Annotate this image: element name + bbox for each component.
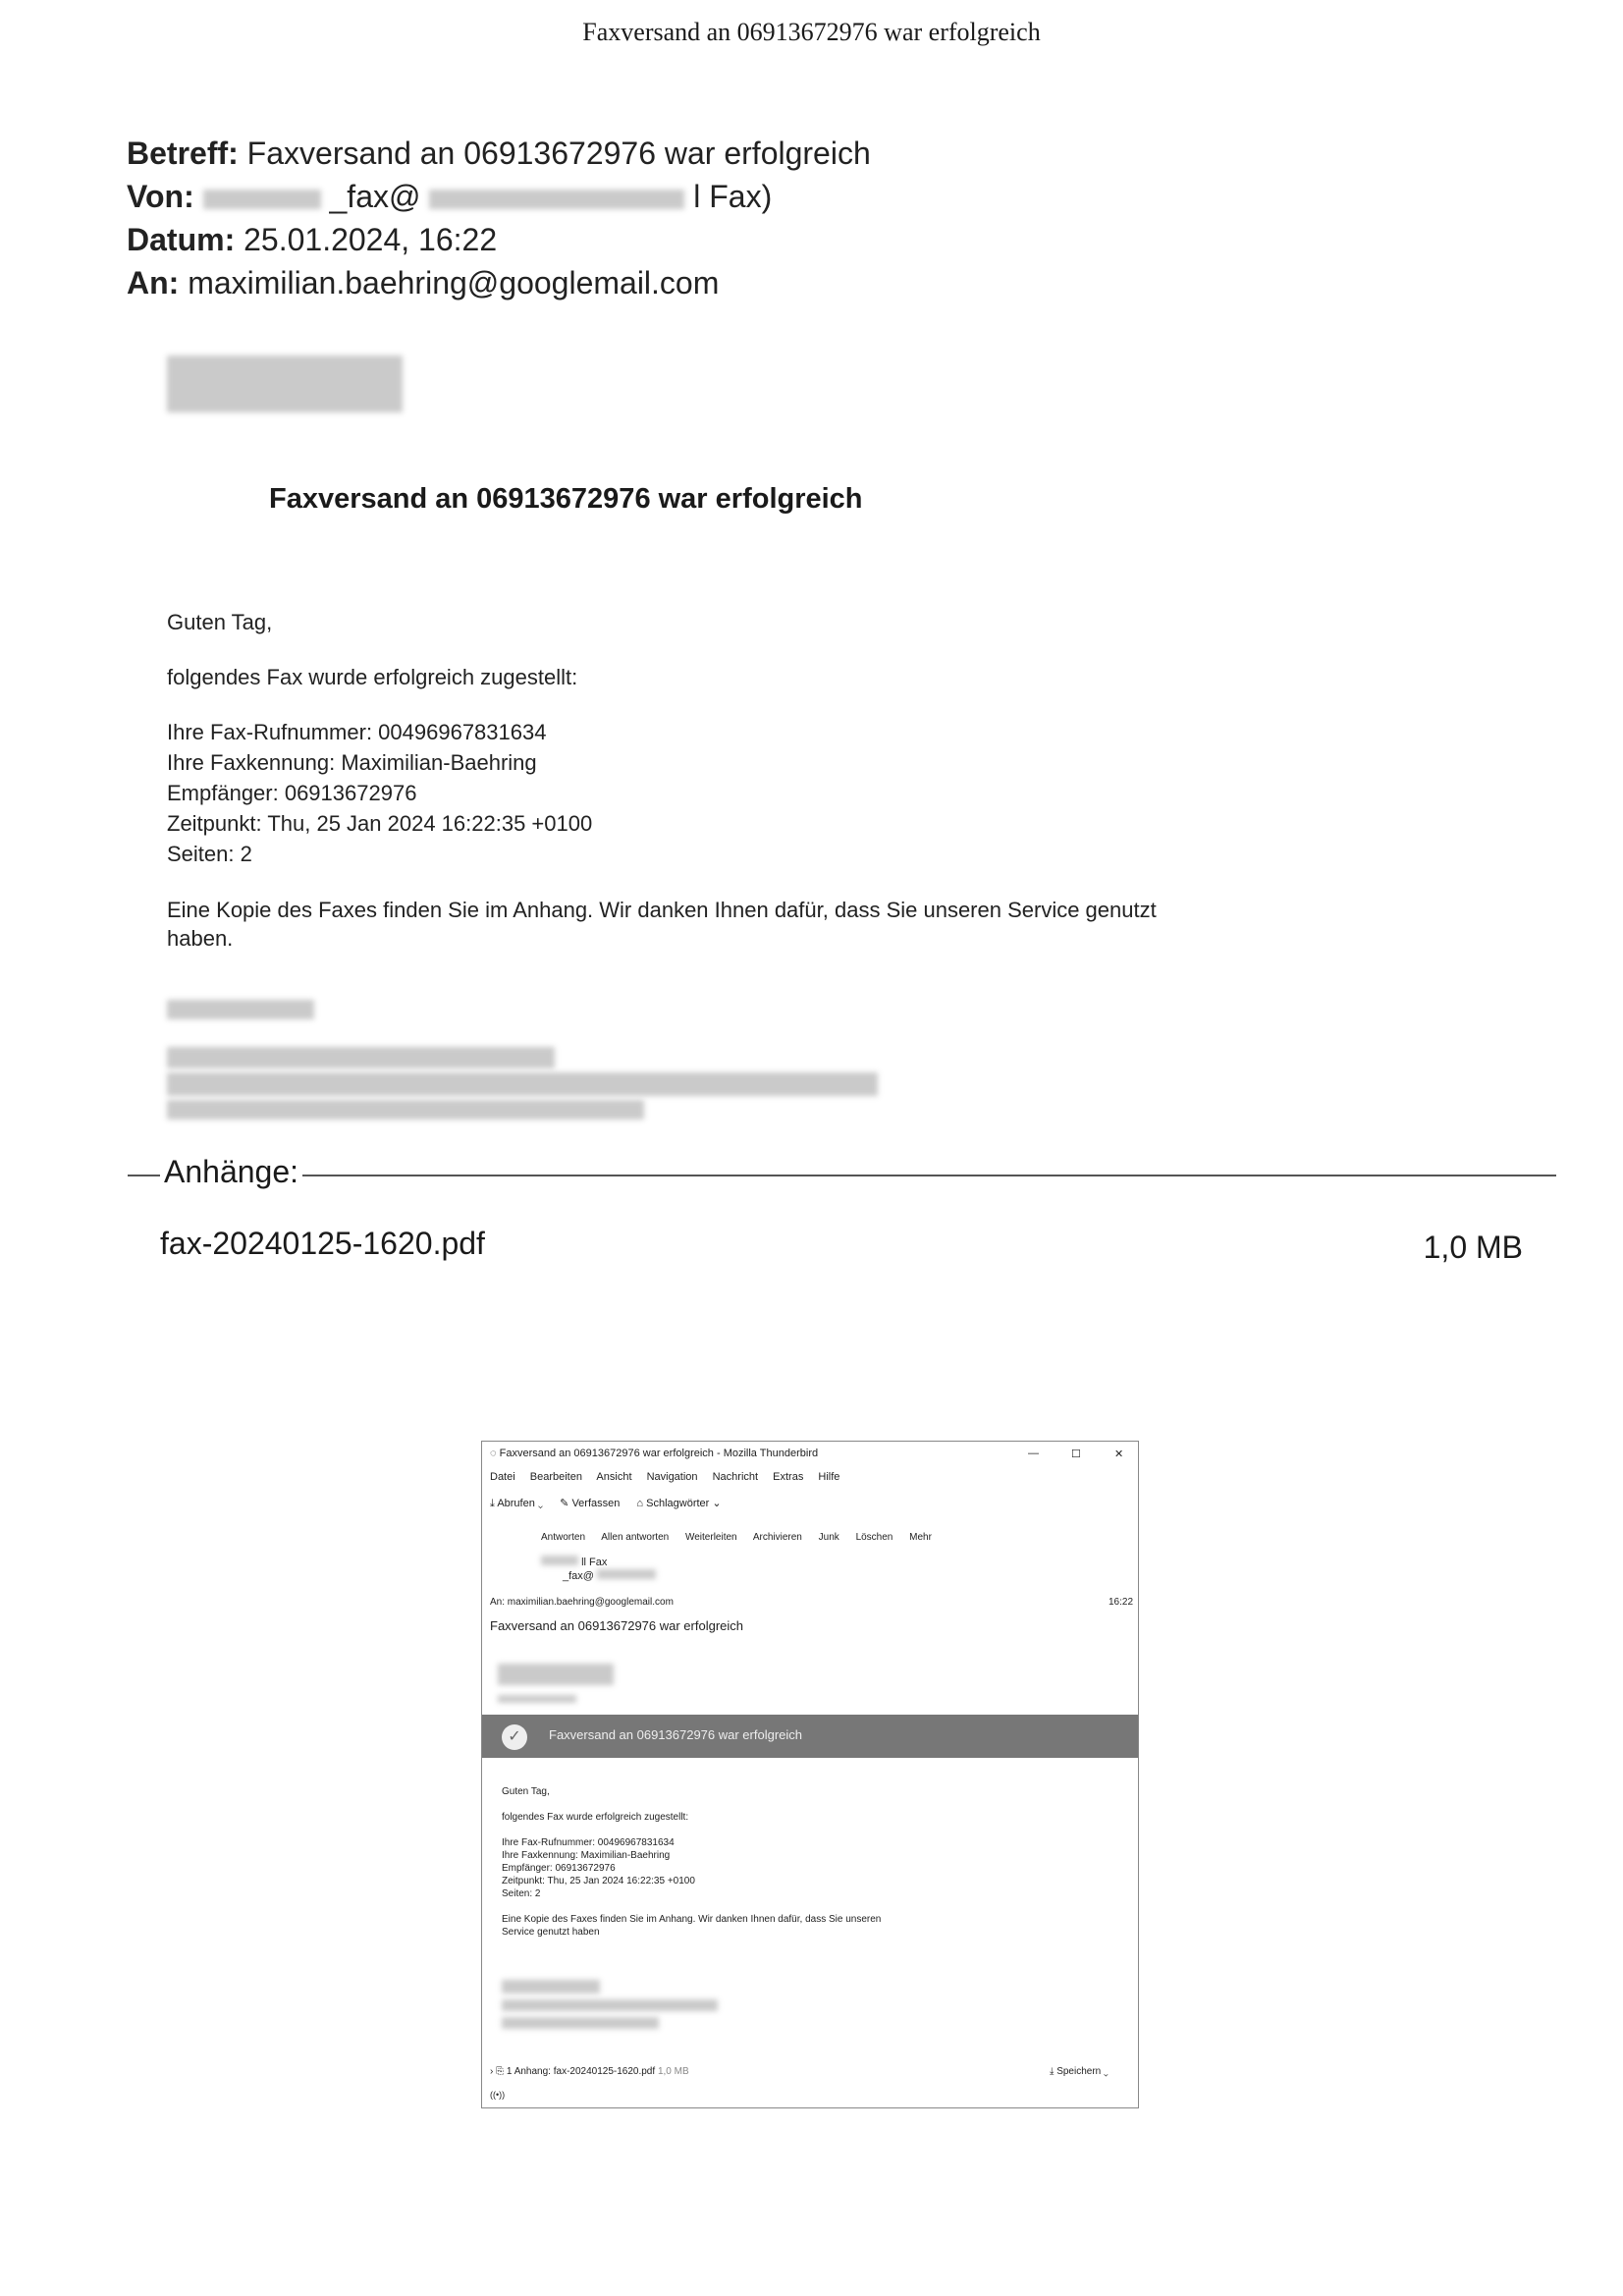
to-label: An:: [127, 265, 180, 301]
schlagwoerter-button[interactable]: ⌂ Schlagwörter ⌄: [636, 1498, 722, 1509]
redacted-block: [429, 190, 684, 209]
from-visible-1: _fax@: [329, 179, 421, 214]
to-address: An: maximilian.baehring@googlemail.com: [490, 1597, 674, 1608]
antworten-button[interactable]: Antworten: [541, 1532, 586, 1543]
fax-number: Ihre Fax-Rufnummer: 00496967831634: [167, 720, 547, 744]
redacted-signature: [502, 1980, 600, 1994]
from-block: [541, 1556, 1138, 1568]
redacted-signature: [167, 1100, 644, 1120]
abrufen-button[interactable]: ⤓ Abrufen ⌄: [490, 1498, 544, 1509]
close-icon[interactable]: ✕: [1114, 1449, 1124, 1460]
redacted-signature: [167, 1000, 314, 1019]
attachment-bar: [490, 2066, 1138, 2077]
menu-navigation[interactable]: Navigation: [646, 1471, 698, 1483]
menu-bar: [490, 1471, 1138, 1483]
window-title: Faxversand an 06913672976 war erfolgreich - Mozilla Thunderbird: [499, 1448, 819, 1459]
from-line-1: ll Fax: [581, 1557, 608, 1568]
redacted-signature: [502, 2017, 659, 2029]
status-icon: ((•)): [490, 2090, 506, 2100]
mehr-button[interactable]: Mehr: [909, 1532, 932, 1543]
menu-hilfe[interactable]: Hilfe: [818, 1471, 840, 1483]
redacted-logo: [167, 355, 403, 412]
from-label: Von:: [127, 179, 194, 214]
subject-label: Betreff:: [127, 136, 239, 171]
maximize-icon[interactable]: ☐: [1071, 1449, 1081, 1460]
thunderbird-icon: ◌: [490, 1448, 497, 1459]
attachments-label: Anhänge:: [160, 1154, 302, 1190]
from-line-2: _fax@: [563, 1570, 594, 1582]
chevron-right-icon[interactable]: ›: [490, 2066, 494, 2077]
closing-line-1: Eine Kopie des Faxes finden Sie im Anhang. Wir danken Ihnen dafür, dass Sie unseren Service genutzt: [167, 898, 1157, 922]
attachment-info[interactable]: 1 Anhang: fax-20240125-1620.pdf: [506, 2066, 656, 2077]
email-title: Faxversand an 06913672976 war erfolgreich: [269, 483, 863, 515]
from-block-2: [563, 1569, 1138, 1582]
success-banner: [482, 1715, 1138, 1758]
closing-2: Service genutzt haben: [502, 1927, 600, 1938]
save-button[interactable]: ⤓ Speichern ⌄: [1050, 2066, 1109, 2077]
banner-text: Faxversand an 06913672976 war erfolgreich: [549, 1727, 803, 1742]
menu-extras[interactable]: Extras: [773, 1471, 804, 1483]
closing-1: Eine Kopie des Faxes finden Sie im Anhang. Wir danken Ihnen dafür, dass Sie unseren: [502, 1914, 882, 1925]
recipient: Empfänger: 06913672976: [167, 781, 417, 805]
redacted-signature: [502, 1999, 718, 2011]
paperclip-icon: ⎘: [496, 2066, 505, 2077]
attachment-size: 1,0 MB: [657, 2066, 689, 2077]
window-titlebar: [490, 1448, 1138, 1459]
loeschen-button[interactable]: Löschen: [855, 1532, 893, 1543]
subject-line: [127, 136, 871, 172]
to-row: [490, 1597, 1138, 1608]
redacted-block: [597, 1569, 656, 1579]
pages: Seiten: 2: [502, 1888, 541, 1899]
redacted-logo: [498, 1664, 614, 1685]
fax-id: Ihre Faxkennung: Maximilian-Baehring: [502, 1850, 671, 1861]
time: Zeitpunkt: Thu, 25 Jan 2024 16:22:35 +0100: [167, 811, 593, 836]
greeting: Guten Tag,: [167, 610, 273, 634]
minimize-icon[interactable]: —: [1028, 1448, 1039, 1459]
page-title: Faxversand an 06913672976 war erfolgreich: [582, 18, 1041, 46]
message-time: 16:22: [1109, 1597, 1134, 1608]
fax-number: Ihre Fax-Rufnummer: 00496967831634: [502, 1837, 675, 1848]
thunderbird-screenshot: [481, 1441, 1139, 2108]
redacted-block: [203, 190, 321, 209]
closing-line-2: haben.: [167, 926, 234, 951]
verfassen-button[interactable]: ✎ Verfassen: [560, 1498, 621, 1509]
archivieren-button[interactable]: Archivieren: [752, 1532, 802, 1543]
menu-datei[interactable]: Datei: [490, 1471, 515, 1483]
greeting: Guten Tag,: [502, 1786, 550, 1797]
subject-row: Faxversand an 06913672976 war erfolgreich: [490, 1618, 744, 1633]
checkmark-icon: ✓: [502, 1724, 527, 1750]
to-line: [127, 265, 719, 301]
junk-button[interactable]: Junk: [818, 1532, 839, 1543]
menu-ansicht[interactable]: Ansicht: [596, 1471, 632, 1483]
menu-nachricht[interactable]: Nachricht: [712, 1471, 759, 1483]
redacted-block: [498, 1695, 576, 1703]
from-visible-2: l Fax): [693, 179, 773, 214]
to-value: maximilian.baehring@googlemail.com: [188, 265, 720, 301]
redacted-block: [541, 1556, 578, 1565]
redacted-signature: [167, 1047, 555, 1068]
menu-bearbeiten[interactable]: Bearbeiten: [529, 1471, 582, 1483]
date-value: 25.01.2024, 16:22: [243, 222, 498, 257]
attachments-divider: [128, 1175, 1556, 1176]
date-label: Datum:: [127, 222, 236, 257]
weiterleiten-button[interactable]: Weiterleiten: [684, 1532, 737, 1543]
time-line: Zeitpunkt: Thu, 25 Jan 2024 16:22:35 +0100: [502, 1876, 695, 1886]
attachment-filename[interactable]: fax-20240125-1620.pdf: [160, 1226, 485, 1261]
fax-id: Ihre Faxkennung: Maximilian-Baehring: [167, 750, 537, 775]
recipient: Empfänger: 06913672976: [502, 1863, 616, 1874]
toolbar: [490, 1497, 1138, 1510]
date-line: [127, 222, 497, 258]
attachment-size: 1,0 MB: [1423, 1230, 1523, 1265]
subject-value: Faxversand an 06913672976 war erfolgreich: [246, 136, 871, 171]
intro: folgendes Fax wurde erfolgreich zugestellt:: [502, 1812, 689, 1823]
intro: folgendes Fax wurde erfolgreich zugestellt:: [167, 665, 578, 689]
pages: Seiten: 2: [167, 842, 252, 866]
redacted-signature: [167, 1072, 878, 1096]
allen-antworten-button[interactable]: Allen antworten: [601, 1532, 670, 1543]
from-line: [127, 179, 772, 215]
message-actions: [541, 1532, 1138, 1543]
